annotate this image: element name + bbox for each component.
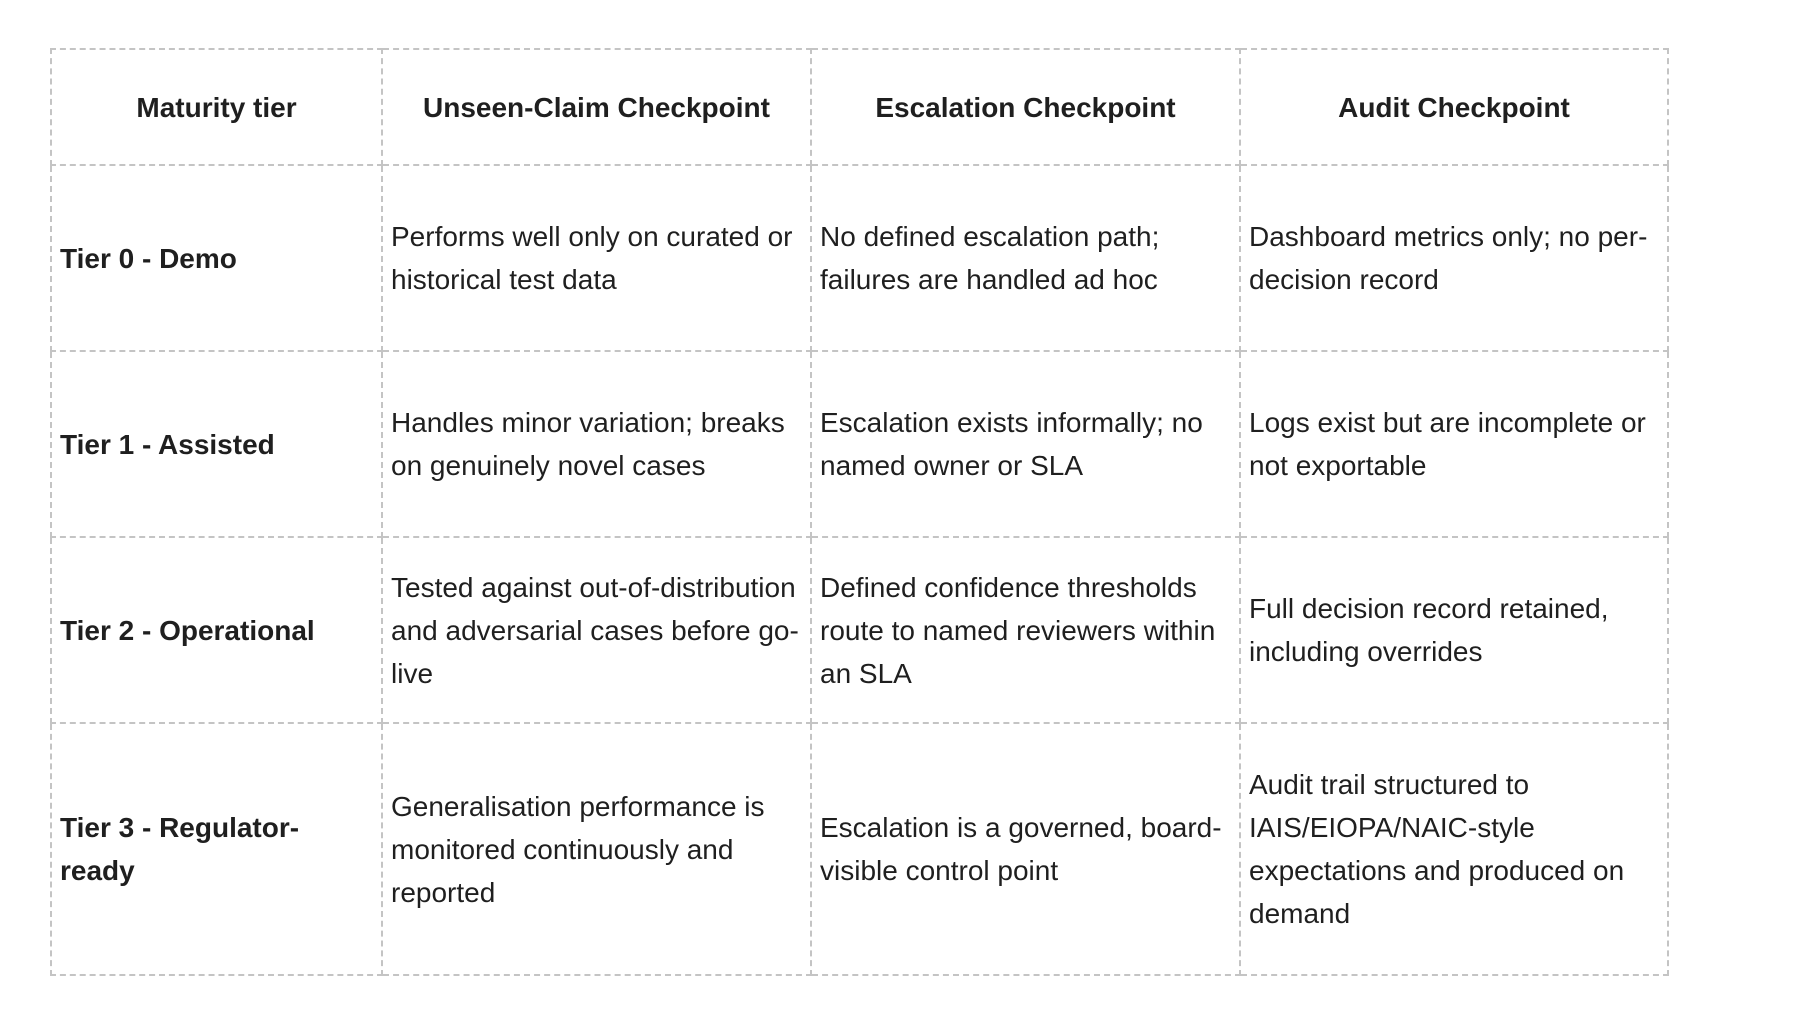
maturity-table-container: [50, 48, 1669, 976]
audit-cell: Dashboard metrics only; no per-decision record: [1240, 165, 1668, 351]
tier-cell: Tier 3 - Regulator-ready: [51, 723, 382, 975]
header-unseen-claim-checkpoint: Unseen-Claim Checkpoint: [382, 49, 811, 165]
maturity-table: [50, 48, 1669, 976]
header-audit-checkpoint: Audit Checkpoint: [1240, 49, 1668, 165]
table-body: [51, 165, 1668, 975]
table-row: [51, 537, 1668, 723]
header-escalation-checkpoint: Escalation Checkpoint: [811, 49, 1240, 165]
header-row: [51, 49, 1668, 165]
table-header: [51, 49, 1668, 165]
unseen-claim-cell: Handles minor variation; breaks on genuinely novel cases: [382, 351, 811, 537]
tier-cell: Tier 2 - Operational: [51, 537, 382, 723]
unseen-claim-cell: Tested against out-of-distribution and adversarial cases before go-live: [382, 537, 811, 723]
unseen-claim-cell: Performs well only on curated or historical test data: [382, 165, 811, 351]
table-row: [51, 723, 1668, 975]
unseen-claim-cell: Generalisation performance is monitored continuously and reported: [382, 723, 811, 975]
tier-cell: Tier 1 - Assisted: [51, 351, 382, 537]
header-maturity-tier: Maturity tier: [51, 49, 382, 165]
escalation-cell: Defined confidence thresholds route to named reviewers within an SLA: [811, 537, 1240, 723]
escalation-cell: Escalation exists informally; no named owner or SLA: [811, 351, 1240, 537]
audit-cell: Full decision record retained, including overrides: [1240, 537, 1668, 723]
table-row: [51, 165, 1668, 351]
table-row: [51, 351, 1668, 537]
tier-cell: Tier 0 - Demo: [51, 165, 382, 351]
audit-cell: Logs exist but are incomplete or not exportable: [1240, 351, 1668, 537]
escalation-cell: Escalation is a governed, board-visible control point: [811, 723, 1240, 975]
escalation-cell: No defined escalation path; failures are handled ad hoc: [811, 165, 1240, 351]
audit-cell: Audit trail structured to IAIS/EIOPA/NAIC-style expectations and produced on demand: [1240, 723, 1668, 975]
